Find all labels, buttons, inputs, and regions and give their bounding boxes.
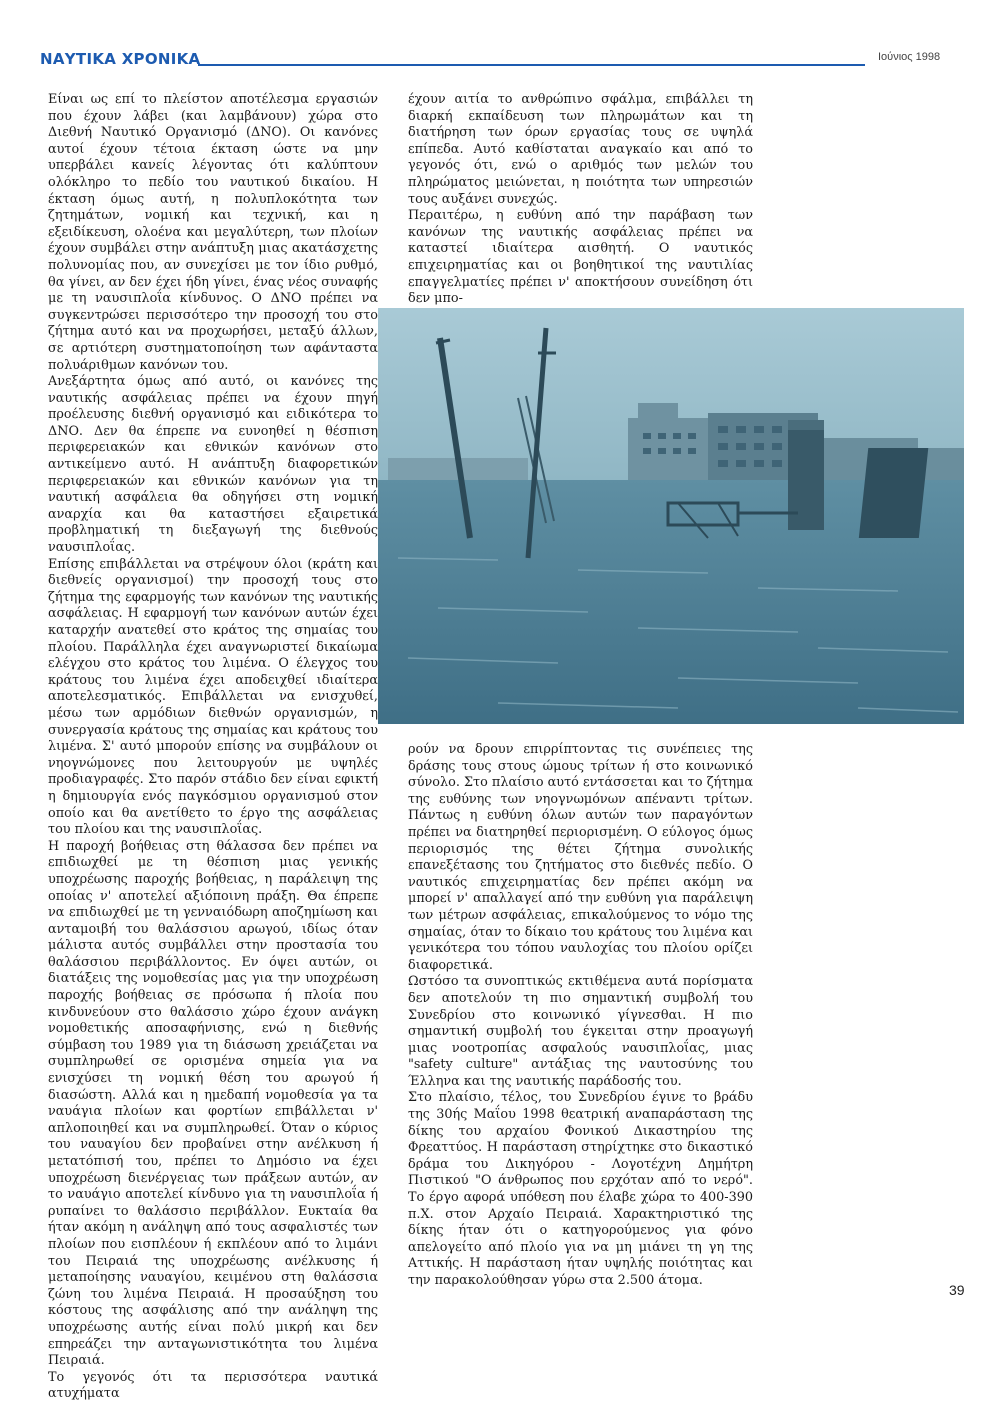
paragraph: Επίσης επιβάλλεται να στρέψουν όλοι (κράτη και διεθνείς οργανισμοί) την προσοχή τους στο ζήτημα της εφαρμογής των κανόνων της ναυτικής ασφάλειας. Η εφαρμογή των κανόνων αυτών έχει καταρχήν ανατεθεί στο κράτος της σημαίας του πλοίου. Παράλληλα έχει αναγνωριστεί δικαίωμα ελέγχου στο κράτος του λιμένα. Ο έλεγχος του κράτους του λιμένα έχει αποδειχθεί ιδιαίτερα αποτελεσματικός. Επιβάλλεται να ενισχυθεί, μέσω των αρμόδιων διεθνών οργανισμών, η συνεργασία κράτους της σημαίας και κράτους του λιμένα. Σ' αυτό μπορούν επίσης να συμβάλουν οι νηογνώμονες που λειτουργούν με υψηλές προδιαγραφές. Στο παρόν στάδιο δεν είναι εφικτή η δημιουργία ενός παγκόσμιου οργανισμού στον οποίο και θα ανετίθετο το έργο της ασφάλειας του πλοίου και της ναυσιπλοΐας. [48, 556, 378, 838]
paragraph: ρούν να δρουν επιρρίπτοντας τις συνέπειες της δράσης τους στους ώμους τρίτων ή στο κοινωνικό σύνολο. Στο πλαίσιο αυτό εντάσσεται και το ζήτημα της ευθύνης των νηογνωμόνων απέναντι τρίτων. Πάντως η ευθύνη όλων αυτών των παραγόντων πρέπει να διατηρηθεί περιορισμένη. Ο εύλογος όμως περιορισμός της θέτει ζήτημα συνολικής επανεξέτασης του ζητήματος στο διεθνές πεδίο. Ο ναυτικός επιχειρηματίας δεν πρέπει ακόμη να μπορεί ν' απαλλαγεί από την ευθύνη για παράλειψη των μέτρων ασφάλειας, επικαλούμενος το νόμο της σημαίας, όταν το δίκαιο του κράτους του λιμένα και γενικότερα του τόπου ναυλοχίας του πλοίου ορίζει διαφορετικά. [408, 742, 753, 973]
header-rule [198, 64, 865, 66]
photo-illustration [378, 308, 964, 724]
paragraph: Είναι ως επί το πλείστον αποτέλεσμα εργασιών που έχουν λάβει (και λαμβάνουν) χώρα στο Διεθνή Ναυτικό Οργανισμό (ΔΝΟ). Οι κανόνες αυτοί έχουν τέτοια έκταση ώστε να μην υπερβάλει κανείς λέγοντας ότι καλύπτουν ολόκληρο το πεδίο του ναυτικού δικαίου. Η έκταση όμως αυτή, η πολυπλοκότητα των ζητημάτων, νομική και τεχνική, και η εξειδίκευση, ολοένα και μεγαλύτερη, των πλοίων έχουν συμβάλει στην ανάπτυξη μιας ακατάσχετης πολυνομίας που, αν συνεχίσει με τον ίδιο ρυθμό, θα γίνει, αν δεν έχει ήδη γίνει, ένας νέος συναφής με τη ναυσιπλοΐα κίνδυνος. Ο ΔΝΟ πρέπει να συγκεντρώσει περισσότερο την προσοχή του στο ζήτημα αυτό και να προχωρήσει, μεταξύ άλλων, σε αρτιότερη συστηματοποίηση των αφάνταστα πολυάριθμων κανόνων του. [48, 92, 378, 373]
article-column-right-bottom [408, 742, 753, 1287]
article-column-right-top [408, 92, 753, 307]
paragraph: Περαιτέρω, η ευθύνη από την παράβαση των κανόνων της ναυτικής ασφάλειας πρέπει να καταστεί ιδιαίτερα αισθητή. Ο ναυτικός επιχειρηματίας και οι βοηθητικοί της ναυτιλίας επαγγελματίες πρέπει ν' αποκτήσουν συνείδηση ότι δεν μπο- [408, 208, 753, 307]
paragraph: Το γεγονός ότι τα περισσότερα ναυτικά ατυχήματα [48, 1369, 378, 1402]
article-column-left [48, 92, 378, 1402]
page-number: 39 [949, 1282, 965, 1298]
sunken-ship-photo [378, 308, 964, 724]
paragraph: Η παροχή βοήθειας στη θάλασσα δεν πρέπει να επιδιωχθεί με τη θέσπιση μιας γενικής υποχρέωσης παροχής βοήθειας, η παράλειψη της οποίας ν' αποτελεί αξιόποινη πράξη. Θα έπρεπε να επιδιωχθεί με τη γενναιόδωρη αποζημίωση και ανταμοιβή του θαλάσσιου αρωγού, ιδίως όταν μάλιστα αυτός συμβάλλει στην προστασία του θαλάσσιου περιβάλλοντος. Εν όψει αυτών, οι διατάξεις της νομοθεσίας μας για την υποχρέωση παροχής βοήθειας σε πρόσωπα ή πλοία που κινδυνεύουν στο θαλάσσιο χώρο έχουν ανάγκη νομοθετικής αποσαφήνισης, ενώ η διεθνής σύμβαση του 1989 για τη διάσωση χρειάζεται να συμπληρωθεί σε ορισμένα σημεία για να ενισχύσει τη νομική θέση του αρωγού ή διασώστη. Αλλά και η ημεδαπή νομοθεσία γα τα ναυάγια πλοίων και φορτίων επιβάλλεται ν' απλοποιηθεί και να συμπληρωθεί. Όταν ο κύριος του ναυαγίου δεν προβαίνει στην ανέλκυση ή μετατόπισή του, πρέπει το Δημόσιο να έχει υποχρέωση διενέργειας των πράξεων αυτών, αν το ναυάγιο αποτελεί κίνδυνο για τη ναυσιπλοΐα ή ρυπαίνει το θαλάσσιο περιβάλλον. Ευκταία θα ήταν ακόμη η ανάληψη από τους ασφαλιστές των πλοίων που εισπλέουν ή εκπλέουν από το λιμάνι του Πειραιά της υποχρέωσης ανέλκυσης ή μεταποίησης ναυαγίου, κειμένου στη θαλάσσια ζώνη του λιμένα Πειραιά. Η προσαύξηση του κόστους της ασφάλισης από την ανάληψη της υποχρέωσης αυτής είναι πολύ μικρή και δεν επηρεάζει την ανταγωνιστικότητα του λιμένα Πειραιά. [48, 838, 378, 1369]
page-header [40, 50, 965, 72]
paragraph: Ωστόσο τα συνοπτικώς εκτιθέμενα αυτά πορίσματα δεν αποτελούν τη πιο σημαντική συμβολή του Συνεδρίου στο κοινωνικό γίγνεσθαι. Η πιο σημαντική συμβολή του έγκειται στην προαγωγή μιας νοοτροπίας ασφαλούς ναυσιπλοΐας, μιας "safety culture" αντάξιας της ναυτοσύνης του Έλληνα και της ναυτικής παράδοσής του. [408, 974, 753, 1089]
paragraph: έχουν αιτία το ανθρώπινο σφάλμα, επιβάλλει τη διαρκή εκπαίδευση των πληρωμάτων και τη διατήρηση των όρων εργασίας τους σε υψηλά επίπεδα. Αυτό καθίσταται αναγκαίο και από το γεγονός ότι, ενώ ο αριθμός των μελών του πληρώματος μειώνεται, η ποιότητα των υπηρεσιών τους αυξάνει συνεχώς. [408, 92, 753, 207]
paragraph: Στο πλαίσιο, τέλος, του Συνεδρίου έγινε το βράδυ της 30ής Μαΐου 1998 θεατρική αναπαράσταση της δίκης του αρχαίου Φονικού Δικαστηρίου της Φρεαττύος. Η παράσταση στηρίχτηκε στο δικαστικό δράμα του Δικηγόρου - Λογοτέχνη Δημήτρη Πιστικού "Ο άνθρωπος που ερχόταν από το νερό". Το έργο αφορά υπόθεση που έλαβε χώρα το 400-390 π.Χ. στον Αρχαίο Πειραιά. Χαρακτηριστικό της δίκης ήταν ότι ο κατηγορούμενος για φόνο απελογείτο από πλοίο για να μη μιάνει τη γη της Αττικής. Η παράσταση ήταν υψηλής ποιότητας και την παρακολούθησαν γύρω στα 2.500 άτομα. [408, 1090, 753, 1288]
magazine-masthead: ΝΑΥΤΙΚΑ ΧΡΟΝΙΚΑ [40, 50, 201, 68]
paragraph: Ανεξάρτητα όμως από αυτό, οι κανόνες της ναυτικής ασφάλειας πρέπει να έχουν πηγή προέλευσης διεθνή οργανισμό και ειδικότερα το ΔΝΟ. Δεν θα έπρεπε να ευνοηθεί η θέσπιση περιφερειακών και εθνικών κανόνων στο αντικείμενο αυτό. Η ανάπτυξη διαφορετικών περιφερειακών και εθνικών κανόνων για τη ναυτική ασφάλεια θα οδηγήσει στη νομική αναρχία και θα καταστήσει εξαιρετικά προβληματική τη διεξαγωγή της διεθνούς ναυσιπλοΐας. [48, 374, 378, 556]
issue-date: Ιούνιος 1998 [878, 51, 941, 63]
